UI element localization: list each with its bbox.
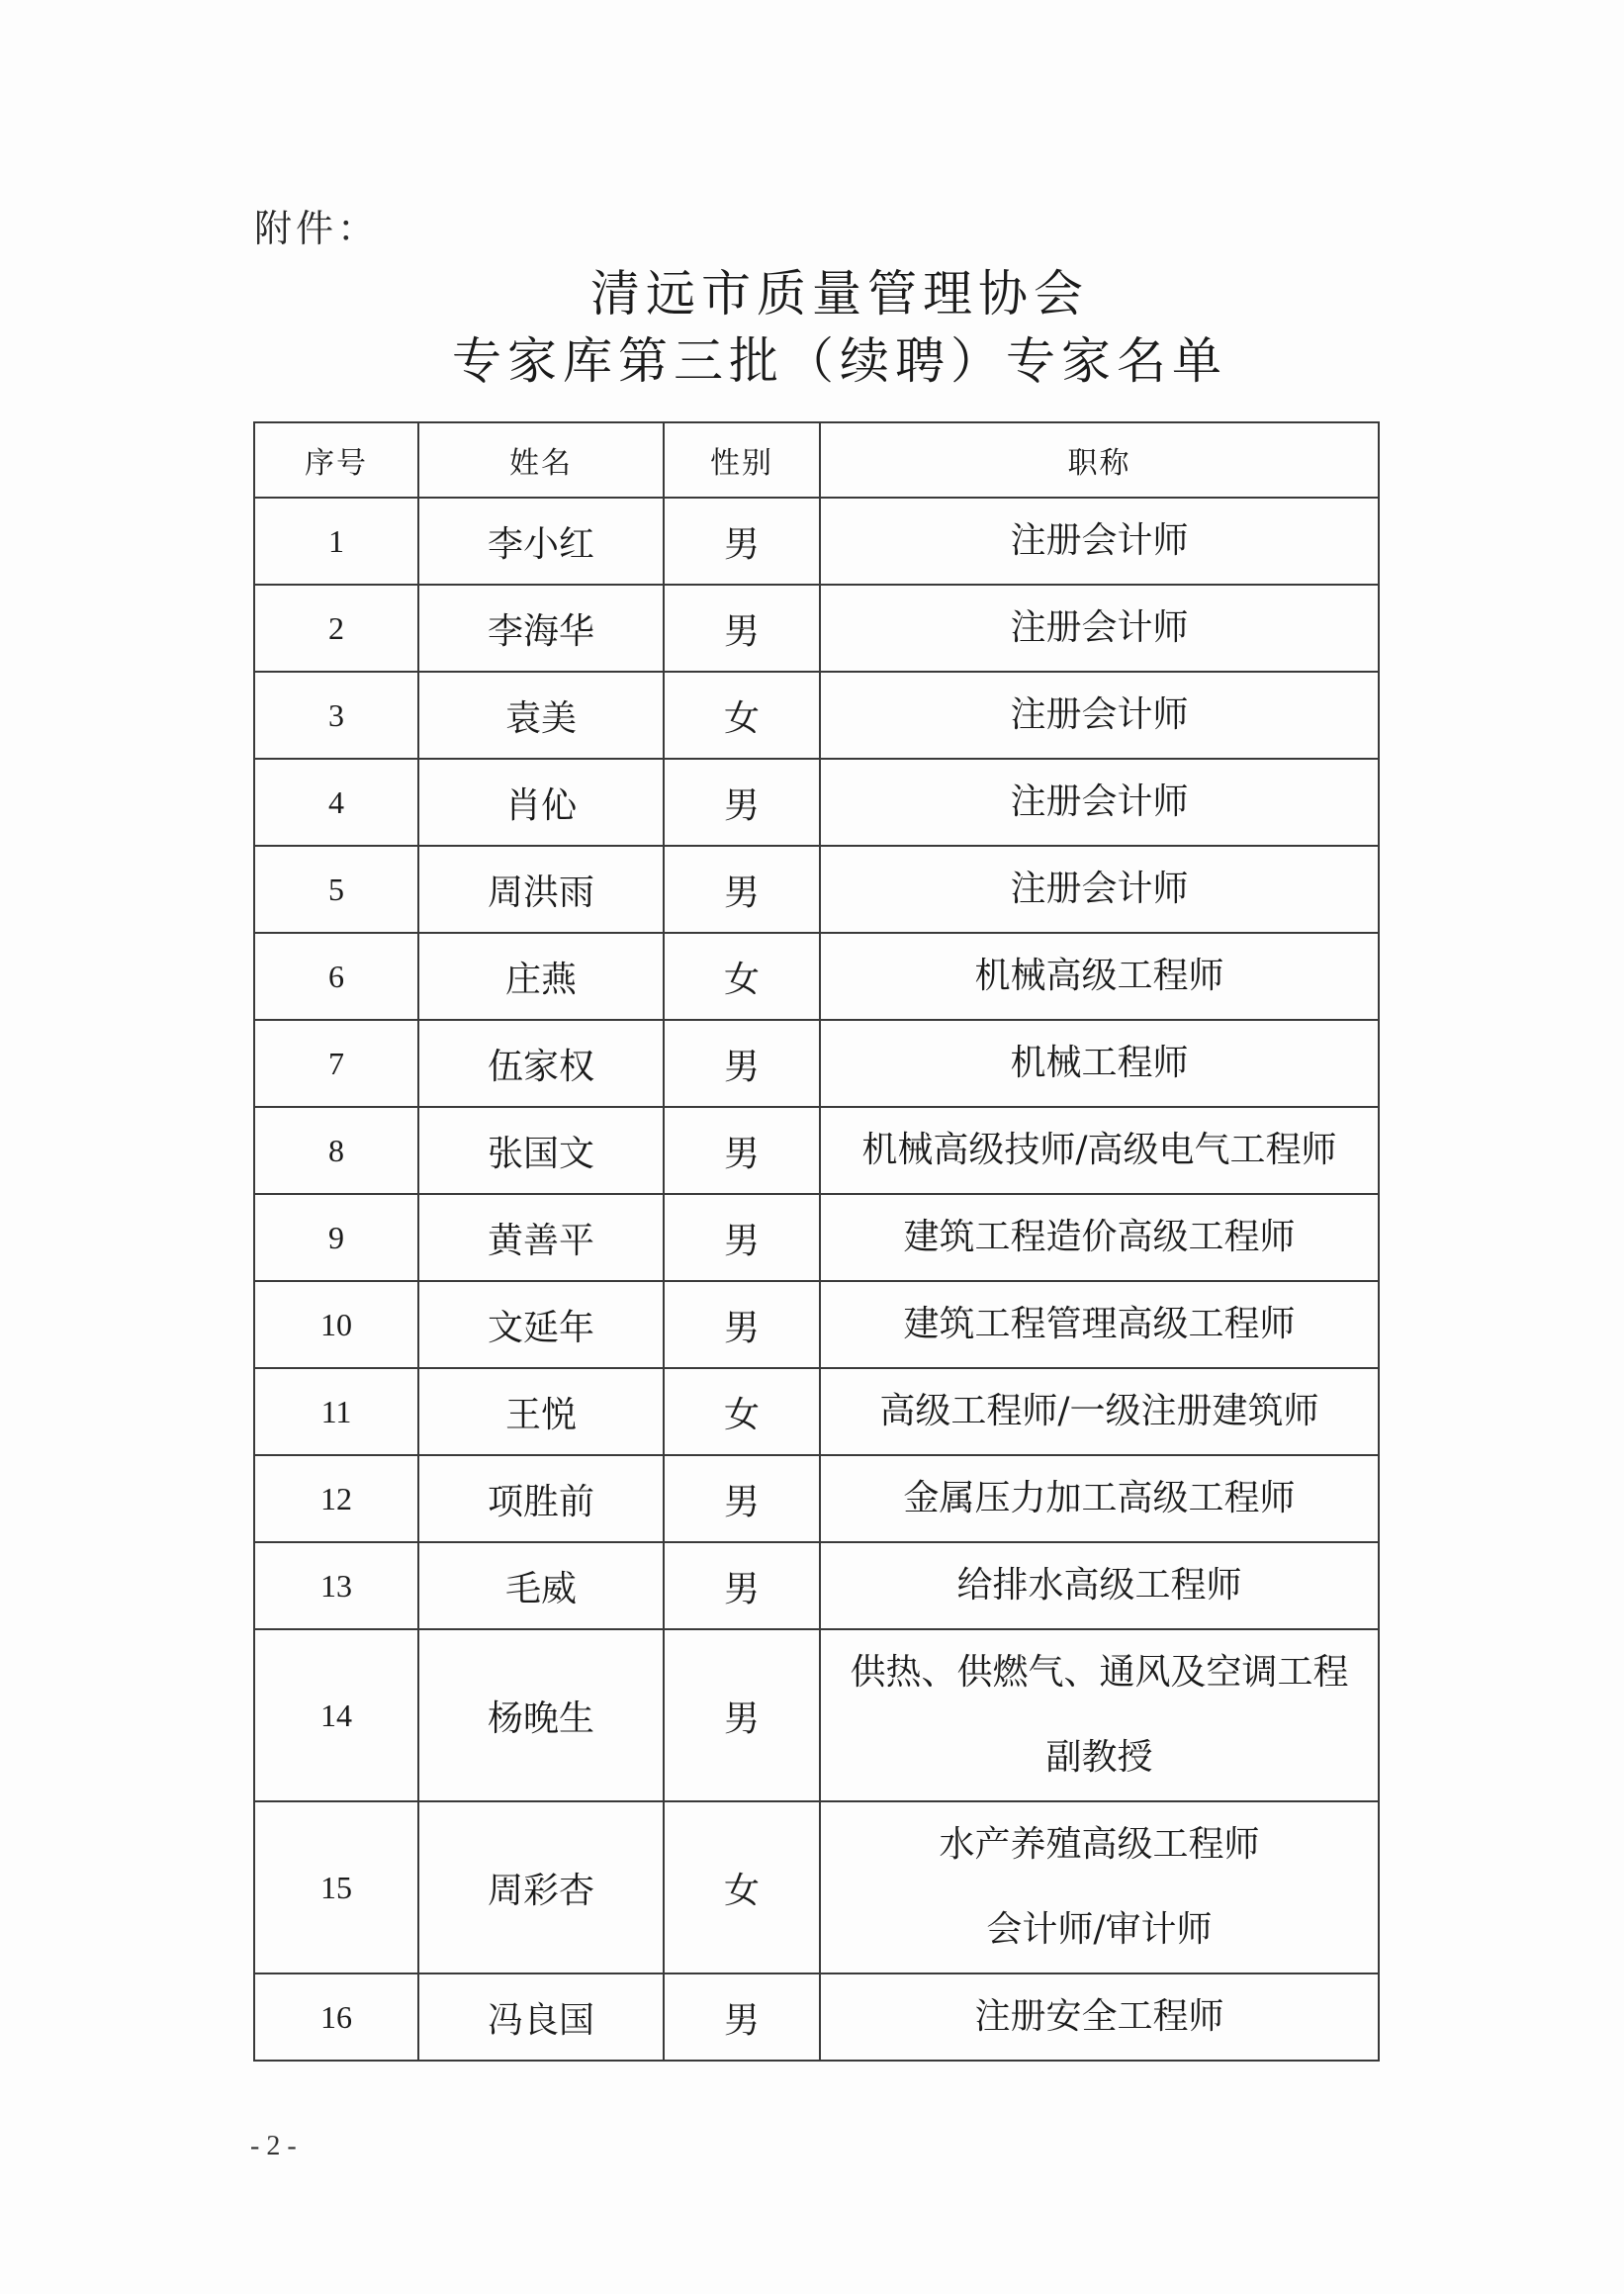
gender-cell: 男 xyxy=(664,1107,820,1194)
professional-title-cell xyxy=(820,1801,1379,1973)
professional-title-line: 注册会计师 xyxy=(1010,694,1189,735)
row-number-cell: 14 xyxy=(254,1629,418,1801)
professional-title-cell xyxy=(820,1542,1379,1629)
professional-title-cell xyxy=(820,846,1379,933)
expert-name-cell: 袁美 xyxy=(418,672,664,759)
row-number-cell: 15 xyxy=(254,1801,418,1973)
professional-title-line: 水产养殖高级工程师 xyxy=(939,1824,1260,1865)
gender-cell: 女 xyxy=(664,672,820,759)
header-title: 职称 xyxy=(820,422,1379,498)
professional-title-cell xyxy=(820,585,1379,672)
expert-name-cell: 黄善平 xyxy=(418,1194,664,1281)
expert-name-cell: 周彩杏 xyxy=(418,1801,664,1973)
gender-cell: 男 xyxy=(664,759,820,846)
professional-title-line: 高级工程师/一级注册建筑师 xyxy=(879,1391,1319,1431)
row-number-cell: 11 xyxy=(254,1368,418,1455)
header-gender: 性别 xyxy=(664,422,820,498)
table-row xyxy=(254,1455,1379,1542)
professional-title-line: 机械高级工程师 xyxy=(974,956,1224,996)
gender-cell: 男 xyxy=(664,1973,820,2061)
gender-cell: 女 xyxy=(664,1801,820,1973)
gender-cell: 男 xyxy=(664,1455,820,1542)
expert-name-cell: 杨晚生 xyxy=(418,1629,664,1801)
professional-title-cell xyxy=(820,1368,1379,1455)
row-number-cell: 13 xyxy=(254,1542,418,1629)
professional-title-line: 供热、供燃气、通风及空调工程 xyxy=(850,1652,1349,1693)
gender-cell: 男 xyxy=(664,1020,820,1107)
table-row xyxy=(254,1020,1379,1107)
table-row xyxy=(254,585,1379,672)
professional-title-cell xyxy=(820,759,1379,846)
table-body xyxy=(254,498,1379,2061)
expert-name-cell: 冯良国 xyxy=(418,1973,664,2061)
gender-cell: 女 xyxy=(664,933,820,1020)
table-row xyxy=(254,1629,1379,1801)
expert-name-cell: 毛威 xyxy=(418,1542,664,1629)
professional-title-cell xyxy=(820,1107,1379,1194)
row-number-cell: 2 xyxy=(254,585,418,672)
gender-cell: 男 xyxy=(664,585,820,672)
expert-name-cell: 文延年 xyxy=(418,1281,664,1368)
expert-name-cell: 项胜前 xyxy=(418,1455,664,1542)
document-title: 清远市质量管理协会 xyxy=(590,265,1089,322)
header-number: 序号 xyxy=(254,422,418,498)
professional-title-cell xyxy=(820,672,1379,759)
professional-title-cell xyxy=(820,933,1379,1020)
professional-title-line: 副教授 xyxy=(1045,1737,1153,1778)
table-row xyxy=(254,672,1379,759)
expert-roster-table xyxy=(253,421,1380,2062)
document-subtitle: 专家库第三批（续聘）专家名单 xyxy=(452,332,1227,390)
gender-cell: 男 xyxy=(664,1281,820,1368)
professional-title-line: 注册会计师 xyxy=(1010,869,1189,909)
professional-title-cell xyxy=(820,1973,1379,2061)
expert-name-cell: 张国文 xyxy=(418,1107,664,1194)
header-name: 姓名 xyxy=(418,422,664,498)
table-row xyxy=(254,1542,1379,1629)
table-row xyxy=(254,1801,1379,1973)
professional-title-line: 注册会计师 xyxy=(1010,781,1189,822)
attachment-label: 附件： xyxy=(254,207,380,250)
row-number-cell: 16 xyxy=(254,1973,418,2061)
expert-name-cell: 李小红 xyxy=(418,498,664,585)
row-number-cell: 6 xyxy=(254,933,418,1020)
gender-cell: 男 xyxy=(664,498,820,585)
row-number-cell: 7 xyxy=(254,1020,418,1107)
row-number-cell: 12 xyxy=(254,1455,418,1542)
page-number: - 2 - xyxy=(250,2131,297,2161)
professional-title-line: 建筑工程造价高级工程师 xyxy=(903,1217,1296,1257)
table-row xyxy=(254,846,1379,933)
professional-title-line: 注册安全工程师 xyxy=(974,1996,1224,2037)
expert-name-cell: 庄燕 xyxy=(418,933,664,1020)
table-row xyxy=(254,1368,1379,1455)
row-number-cell: 8 xyxy=(254,1107,418,1194)
gender-cell: 男 xyxy=(664,846,820,933)
row-number-cell: 10 xyxy=(254,1281,418,1368)
professional-title-line: 给排水高级工程师 xyxy=(956,1565,1242,1606)
row-number-cell: 9 xyxy=(254,1194,418,1281)
row-number-cell: 5 xyxy=(254,846,418,933)
professional-title-line: 机械高级技师/高级电气工程师 xyxy=(861,1130,1337,1170)
professional-title-cell xyxy=(820,1020,1379,1107)
professional-title-line: 注册会计师 xyxy=(1010,520,1189,561)
row-number-cell: 1 xyxy=(254,498,418,585)
professional-title-line: 机械工程师 xyxy=(1010,1043,1189,1083)
table-row xyxy=(254,1281,1379,1368)
table-row xyxy=(254,1107,1379,1194)
row-number-cell: 4 xyxy=(254,759,418,846)
expert-name-cell: 周洪雨 xyxy=(418,846,664,933)
professional-title-line: 注册会计师 xyxy=(1010,607,1189,648)
table-row xyxy=(254,498,1379,585)
professional-title-line: 会计师/审计师 xyxy=(986,1909,1213,1950)
expert-name-cell: 李海华 xyxy=(418,585,664,672)
professional-title-cell xyxy=(820,1281,1379,1368)
professional-title-cell xyxy=(820,1455,1379,1542)
expert-name-cell: 伍家权 xyxy=(418,1020,664,1107)
gender-cell: 男 xyxy=(664,1542,820,1629)
expert-name-cell: 肖伈 xyxy=(418,759,664,846)
row-number-cell: 3 xyxy=(254,672,418,759)
table-row xyxy=(254,759,1379,846)
gender-cell: 女 xyxy=(664,1368,820,1455)
professional-title-cell xyxy=(820,1629,1379,1801)
professional-title-cell xyxy=(820,498,1379,585)
table-row xyxy=(254,933,1379,1020)
professional-title-line: 金属压力加工高级工程师 xyxy=(903,1478,1296,1518)
gender-cell: 男 xyxy=(664,1629,820,1801)
professional-title-cell xyxy=(820,1194,1379,1281)
professional-title-line: 建筑工程管理高级工程师 xyxy=(903,1304,1296,1344)
table-row xyxy=(254,1194,1379,1281)
table-header-row xyxy=(254,422,1379,498)
expert-name-cell: 王悦 xyxy=(418,1368,664,1455)
gender-cell: 男 xyxy=(664,1194,820,1281)
table-row xyxy=(254,1973,1379,2061)
